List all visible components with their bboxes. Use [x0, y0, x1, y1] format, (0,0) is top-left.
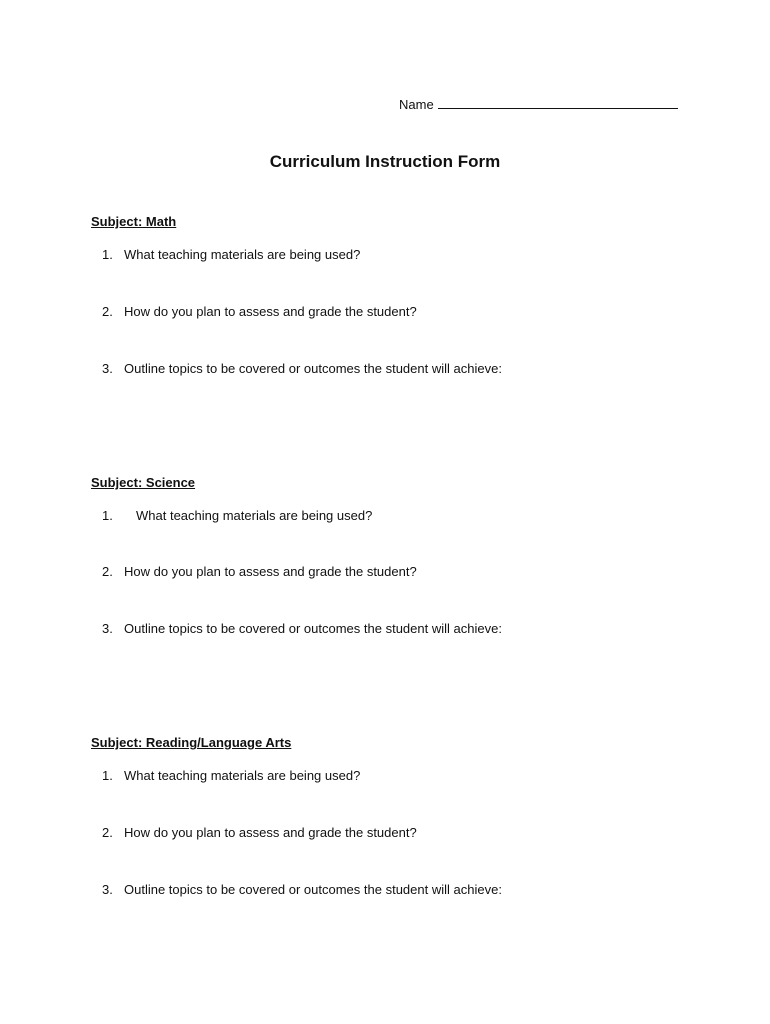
question-item [102, 247, 360, 262]
question-number: 1. [102, 508, 113, 523]
question-text: What teaching materials are being used? [136, 508, 373, 523]
question-text: How do you plan to assess and grade the student? [124, 564, 417, 579]
question-number: 3. [102, 882, 113, 897]
question-item [102, 621, 502, 636]
subject-heading-science: Subject: Science [91, 475, 196, 490]
question-item [102, 768, 360, 783]
question-item [102, 304, 417, 319]
subject-heading-math: Subject: Math [91, 214, 177, 229]
question-text: Outline topics to be covered or outcomes the student will achieve: [124, 882, 502, 897]
name-field [399, 94, 678, 112]
question-number: 3. [102, 621, 113, 636]
question-number: 3. [102, 361, 113, 376]
question-text: What teaching materials are being used? [124, 247, 361, 262]
question-item [102, 508, 372, 523]
question-item [102, 825, 417, 840]
question-text: What teaching materials are being used? [124, 768, 361, 783]
question-number: 2. [102, 825, 113, 840]
question-number: 2. [102, 304, 113, 319]
question-item [102, 564, 417, 579]
question-text: How do you plan to assess and grade the student? [124, 825, 417, 840]
question-number: 1. [102, 247, 113, 262]
question-text: Outline topics to be covered or outcomes the student will achieve: [124, 361, 502, 376]
question-number: 1. [102, 768, 113, 783]
question-text: Outline topics to be covered or outcomes the student will achieve: [124, 621, 502, 636]
question-text: How do you plan to assess and grade the student? [124, 304, 417, 319]
question-item [102, 882, 502, 897]
question-item [102, 361, 502, 376]
name-input-line[interactable] [438, 94, 678, 109]
subject-heading-reading: Subject: Reading/Language Arts [91, 735, 292, 750]
question-number: 2. [102, 564, 113, 579]
form-title: Curriculum Instruction Form [269, 152, 501, 171]
name-label: Name [399, 97, 434, 112]
